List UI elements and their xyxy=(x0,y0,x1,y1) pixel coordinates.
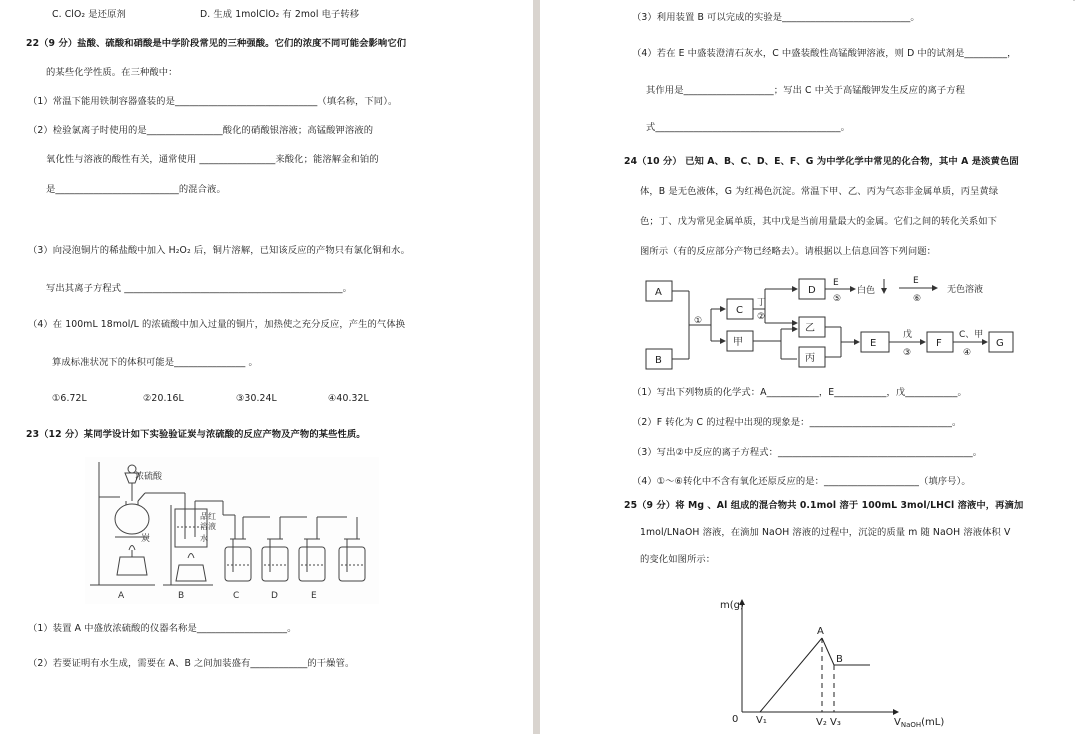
label-app-c: C xyxy=(233,591,240,601)
choice-3: ③30.24L xyxy=(236,393,277,404)
q22-2-cont: 氧化性与溶液的酸性有关，通常使用 ________________来酸化；能溶解金和铂的 xyxy=(46,154,379,165)
label-pinhong: 品红 xyxy=(200,512,216,521)
right-page xyxy=(540,0,1073,734)
origin-label: 0 xyxy=(732,714,739,725)
node-jia: 甲 xyxy=(733,337,743,348)
label-app-a: A xyxy=(118,591,125,601)
choice-2: ②20.16L xyxy=(143,393,184,404)
step-3: ③ xyxy=(903,348,912,358)
x-axis-label: $V_{NaOH}(mL)$ xyxy=(894,717,945,729)
colorless-solution: 无色溶液 xyxy=(947,285,984,295)
conversion-diagram xyxy=(641,271,1015,375)
q24-stem-4: 图所示（有的反应部分产物已经略去）。请根据以上信息回答下列问题： xyxy=(640,246,937,257)
q23-4: （4）若在 E 中盛装澄清石灰水，C 中盛装酸性高锰酸钾溶液，则 D 中的试剂是_________， xyxy=(632,48,1017,59)
choice-1: ①6.72L xyxy=(52,393,87,404)
step-5: ⑤ xyxy=(833,294,842,304)
node-f: F xyxy=(936,338,942,349)
q22-3-cont: 写出其离子方程式 ______________________________________________。 xyxy=(46,283,353,294)
step-4: ④ xyxy=(963,348,972,358)
step-6: ⑥ xyxy=(913,294,922,304)
q22-2: （2）检验氯离子时使用的是________________酸化的硝酸银溶液；高锰酸钾溶液的 xyxy=(28,125,374,136)
q22-3: （3）向浸泡铜片的稀盐酸中加入 H₂O₂ 后，铜片溶解，已知该反应的产物只有氯化铜和水。 xyxy=(28,245,410,256)
label-carbon: 炭 xyxy=(141,534,151,544)
q24-3: （3）写出②中反应的离子方程式：_________________________________________。 xyxy=(632,447,983,458)
node-e: E xyxy=(870,338,877,349)
y-axis-label: m(g) xyxy=(720,600,744,611)
left-page xyxy=(0,0,533,734)
q25-stem: 25（9 分）将 Mg 、Al 组成的混合物共 0.1mol 溶于 100mL 3mol/LHCl 溶液中，再滴加 xyxy=(624,500,1024,511)
q23-3: （3）利用装置 B 可以完成的实验是___________________________。 xyxy=(632,12,920,23)
q22-1: （1）常温下能用铁制容器盛装的是______________________________（填名称，下同）。 xyxy=(28,96,398,107)
q23-2: （2）若要证明有水生成，需要在 A、B 之间加装盛有____________的干燥管。 xyxy=(28,658,355,669)
label-conc-acid: 浓硫酸 xyxy=(135,472,163,482)
q24-stem-3: 色；丁、戊为常见金属单质，其中戊是当前用量最大的金属。它们之间的转化关系如下 xyxy=(640,216,998,227)
q22-stem: 22（9 分）盐酸、硫酸和硝酸是中学阶段常见的三种强酸。它们的浓度不同可能会影响它们 xyxy=(26,38,407,49)
apparatus-figure xyxy=(85,457,380,605)
tick-v1: V₁ xyxy=(756,715,767,726)
rising-segment xyxy=(760,638,822,712)
q22-stem-cont: 的某些化学性质。在三种酸中： xyxy=(46,67,178,78)
node-b: B xyxy=(655,355,662,366)
point-b: B xyxy=(836,654,843,665)
q22-4-cont: 算成标准状况下的体积可能是_______________ 。 xyxy=(52,357,258,368)
tick-v3: V₃ xyxy=(830,717,841,728)
label-app-d: D xyxy=(271,591,278,601)
q22-4: （4）在 100mL 18mol/L 的浓硫酸中加入过量的铜片，加热使之充分反应，产生的气体换 xyxy=(28,319,406,330)
q24-4: （4）①～⑥转化中不含有氧化还原反应的是：____________________（填序号）。 xyxy=(632,476,971,487)
reagent-wu: 戊 xyxy=(903,330,913,340)
reagent-e2: E xyxy=(913,276,919,286)
page-divider xyxy=(533,0,540,734)
label-app-b: B xyxy=(178,591,185,601)
step-2a: ② xyxy=(757,312,766,322)
node-d: D xyxy=(808,285,816,296)
label-water: 水 xyxy=(200,534,208,543)
option-d: D. 生成 1molClO₂ 有 2mol 电子转移 xyxy=(200,9,360,20)
node-yi: 乙 xyxy=(805,323,815,334)
tick-v2: V₂ xyxy=(816,717,827,728)
white-ppt: 白色 xyxy=(857,286,876,296)
q23-4-cont2: 式_______________________________________。 xyxy=(646,122,850,133)
precipitate-graph xyxy=(720,594,950,732)
label-app-e: E xyxy=(311,591,317,601)
node-g: G xyxy=(996,338,1004,349)
q23-stem: 23（12 分）某同学设计如下实验验证炭与浓硫酸的反应产物及产物的某些性质。 xyxy=(26,429,366,440)
q25-stem-2: 1mol/LNaOH 溶液，在滴加 NaOH 溶液的过程中，沉淀的质量 m 随 NaOH 溶液体积 V xyxy=(640,527,1011,538)
point-a: A xyxy=(817,626,824,637)
q23-4-cont: 其作用是___________________；写出 C 中关于高锰酸钾发生反应的离子方程 xyxy=(646,85,966,96)
node-c: C xyxy=(736,305,743,316)
reagent-c-jia: C、甲 xyxy=(959,330,984,340)
q24-stem-2: 体，B 是无色液体，G 为红褐色沉淀。常温下甲、乙、丙为气态非金属单质，丙呈黄绿 xyxy=(640,186,999,197)
q25-stem-3: 的变化如图所示： xyxy=(640,554,716,565)
falling-segment xyxy=(822,638,834,665)
q24-2: （2）F 转化为 C 的过程中出现的现象是：______________________________。 xyxy=(632,417,962,428)
choice-4: ④40.32L xyxy=(328,393,369,404)
label-rongye: 溶液 xyxy=(200,522,216,531)
q24-stem: 24（10 分） 已知 A、B、C、D、E、F、G 为中学化学中常见的化合物，其中 A 是淡黄色固 xyxy=(624,156,1019,167)
reagent-ding: 丁 xyxy=(757,298,767,308)
node-bing: 丙 xyxy=(805,353,815,364)
q23-1: （1）装置 A 中盛放浓硫酸的仪器名称是___________________。 xyxy=(28,623,297,634)
reagent-e1: E xyxy=(833,278,839,288)
step-1: ① xyxy=(694,316,703,326)
node-a: A xyxy=(655,287,662,298)
option-c: C. ClO₂ 是还原剂 xyxy=(52,9,126,20)
q24-1: （1）写出下列物质的化学式：A___________，E___________，戊___________。 xyxy=(632,387,967,398)
q22-2-cont2: 是__________________________的混合液。 xyxy=(46,184,226,195)
